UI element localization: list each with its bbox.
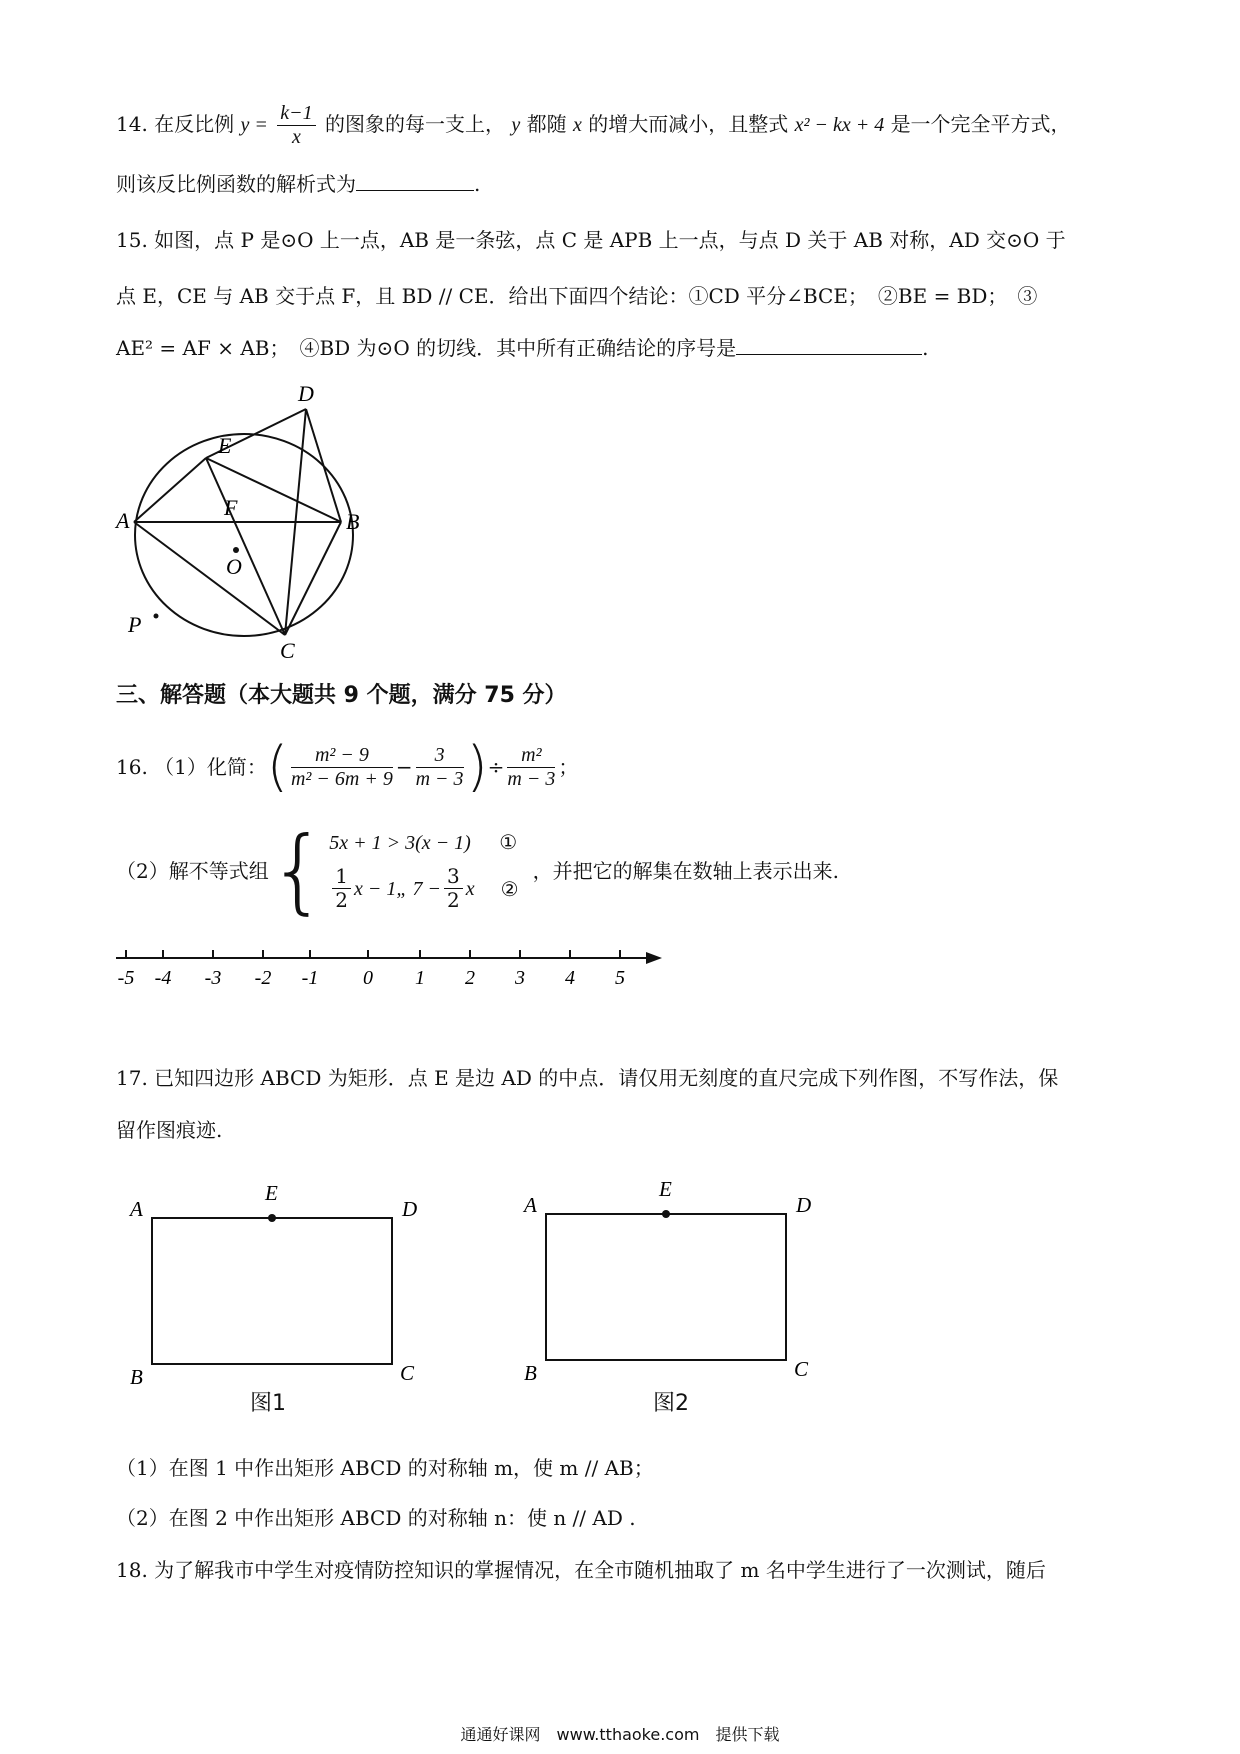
ineq1-mark: ① (499, 830, 518, 854)
q14-number: 14. (116, 112, 148, 136)
ineq2-frac1-num: 1 (332, 865, 351, 889)
q17-sub2: （2）在图 2 中作出矩形 ABCD 的对称轴 n：使 n // AD . (116, 1506, 636, 1530)
label-b: B (346, 509, 360, 534)
label-e: E (218, 433, 232, 458)
q14-end: . (474, 172, 481, 196)
rectangle-abcd (546, 1214, 786, 1360)
center-dot-o (233, 547, 239, 553)
label-c: C (400, 1361, 415, 1385)
q16-p2-tail: ，并把它的解集在数轴上表示出来. (532, 859, 839, 883)
ineq2-text-b: x (465, 877, 475, 900)
tick-label: 1 (415, 967, 425, 989)
section-title: 三、解答题（本大题共 9 个题，满分 75 分） (116, 683, 567, 708)
tick-label: -3 (204, 967, 222, 989)
tick-label: -5 (117, 967, 135, 989)
frac3-num: m² (507, 744, 555, 768)
q14-text-4: 的增大而减小，且整式 (588, 112, 789, 136)
ineq2-frac1 (332, 865, 351, 912)
inequality-system (329, 830, 518, 912)
frac1-den: m² − 6m + 9 (290, 767, 393, 790)
q14-line2-text: 则该反比例函数的解析式为 (116, 172, 356, 196)
divide-sign: ÷ (487, 755, 505, 779)
frac2-num: 3 (416, 744, 464, 768)
minus-sign: − (395, 755, 413, 779)
ineq2-frac1-den: 2 (335, 888, 349, 912)
q14-expression: x² − kx + 4 (794, 114, 885, 136)
rectangle-abcd (152, 1218, 392, 1364)
q15-line1: 15. 如图，点 P 是⊙O 上一点，AB 是一条弦，点 C 是 APB 上一点，与点 D 关于 AB 对称，AD 交⊙O 于 (116, 228, 1066, 252)
midpoint-e-dot (662, 1210, 670, 1218)
frac1-num: m² − 9 (291, 744, 393, 768)
frac2-den: m − 3 (415, 767, 464, 790)
q17-line2: 留作图痕迹. (116, 1118, 223, 1142)
ineq1-text: 5x + 1 > 3(x − 1) (329, 832, 471, 854)
label-b: B (524, 1361, 537, 1385)
tick-label: 4 (565, 967, 575, 989)
q14-text-5: 是一个完全平方式， (890, 112, 1071, 136)
q16-part2 (116, 816, 839, 926)
q14-line2 (116, 172, 480, 196)
label-d: D (796, 1193, 812, 1217)
circle-geometry-figure (110, 375, 380, 660)
segment-ec (206, 458, 285, 635)
tick-label: 0 (363, 967, 373, 989)
tick-label: 2 (465, 967, 475, 989)
label-c: C (794, 1357, 809, 1381)
q16-p2-label: （2）解不等式组 (116, 859, 269, 883)
q14-line1 (116, 102, 1071, 149)
q14-var-x: x (572, 114, 582, 136)
system-brace: { (268, 817, 328, 924)
inequality-1 (329, 830, 518, 855)
label-a: A (130, 1197, 143, 1221)
label-e: E (265, 1181, 278, 1205)
circle-o (135, 434, 353, 636)
q16-frac2 (416, 744, 464, 791)
label-b: B (130, 1365, 143, 1389)
figure-2-caption: 图2 (653, 1391, 689, 1416)
rectangle-figure-2 (514, 1168, 834, 1398)
label-c: C (280, 638, 295, 660)
label-d: D (298, 381, 314, 406)
inequality-2 (329, 865, 518, 912)
ineq2-text-a: x − 1„ 7 − (354, 877, 442, 900)
answer-blank[interactable] (356, 172, 474, 191)
label-e: E (659, 1177, 672, 1201)
q14-y-eq: y = (240, 114, 268, 136)
label-p: P (128, 612, 142, 637)
q18-line1: 18. 为了解我市中学生对疫情防控知识的掌握情况，在全市随机抽取了 m 名中学生进行了一次测试，随后 (116, 1558, 1046, 1582)
figure-1-caption: 图1 (250, 1391, 286, 1416)
label-d: D (402, 1197, 418, 1221)
label-a: A (116, 508, 130, 533)
segment-ae (134, 458, 206, 522)
q14-var-y: y (511, 114, 521, 136)
q14-fraction (277, 102, 315, 149)
q16-p1-label: 16. （1）化简： (116, 755, 267, 779)
right-paren: ) (466, 735, 488, 798)
q16-frac3 (507, 744, 555, 791)
semicolon: ； (558, 755, 579, 779)
q15-line2: 点 E，CE 与 AB 交于点 F，且 BD // CE．给出下面四个结论：①CD 平分∠BCE； ②BE = BD； ③ (116, 284, 1038, 308)
q14-frac-den: x (292, 126, 301, 148)
footer-text: 通通好课网 www.tthaoke.com 提供下载 (460, 1725, 780, 1744)
ineq2-frac2 (444, 865, 463, 912)
q15-line3-text: AE² = AF × AB； ④BD 为⊙O 的切线．其中所有正确结论的序号是 (116, 336, 737, 360)
label-o: O (226, 554, 242, 579)
tick-label: -1 (301, 967, 319, 989)
ineq2-frac2-num: 3 (444, 865, 463, 889)
midpoint-e-dot (268, 1214, 276, 1222)
q14-text-3: 都随 (526, 112, 567, 136)
left-paren: ( (266, 735, 288, 798)
frac3-den: m − 3 (507, 767, 556, 790)
number-line-arrow-icon (646, 952, 662, 964)
point-p-dot (154, 614, 159, 619)
q14-frac-num: k−1 (277, 102, 315, 126)
q17-line1: 17. 已知四边形 ABCD 为矩形．点 E 是边 AD 的中点．请仅用无刻度的直尺完成下列作图，不写作法，保 (116, 1066, 1059, 1090)
tick-label: -2 (254, 967, 272, 989)
q17-sub1: （1）在图 1 中作出矩形 ABCD 的对称轴 m，使 m // AB； (116, 1456, 654, 1480)
q16-part1 (116, 732, 578, 802)
ineq2-frac2-den: 2 (447, 888, 460, 912)
q14-text-2: 的图象的每一支上， (325, 112, 505, 136)
q15-end: . (922, 336, 929, 360)
answer-blank[interactable] (736, 336, 922, 355)
tick-label: 3 (515, 967, 525, 989)
ineq2-mark: ② (500, 876, 519, 901)
tick-label: -4 (154, 967, 172, 989)
q15-line3 (116, 336, 928, 360)
q14-text-1: 在反比例 (154, 112, 235, 136)
label-a: A (524, 1193, 537, 1217)
number-line (110, 944, 670, 1004)
tick-label: 5 (615, 967, 625, 989)
label-f: F (224, 495, 238, 520)
q16-frac1 (291, 744, 393, 791)
rectangle-figure-1 (120, 1172, 440, 1402)
number-line-ticks (118, 950, 625, 989)
segment-db (306, 409, 341, 522)
